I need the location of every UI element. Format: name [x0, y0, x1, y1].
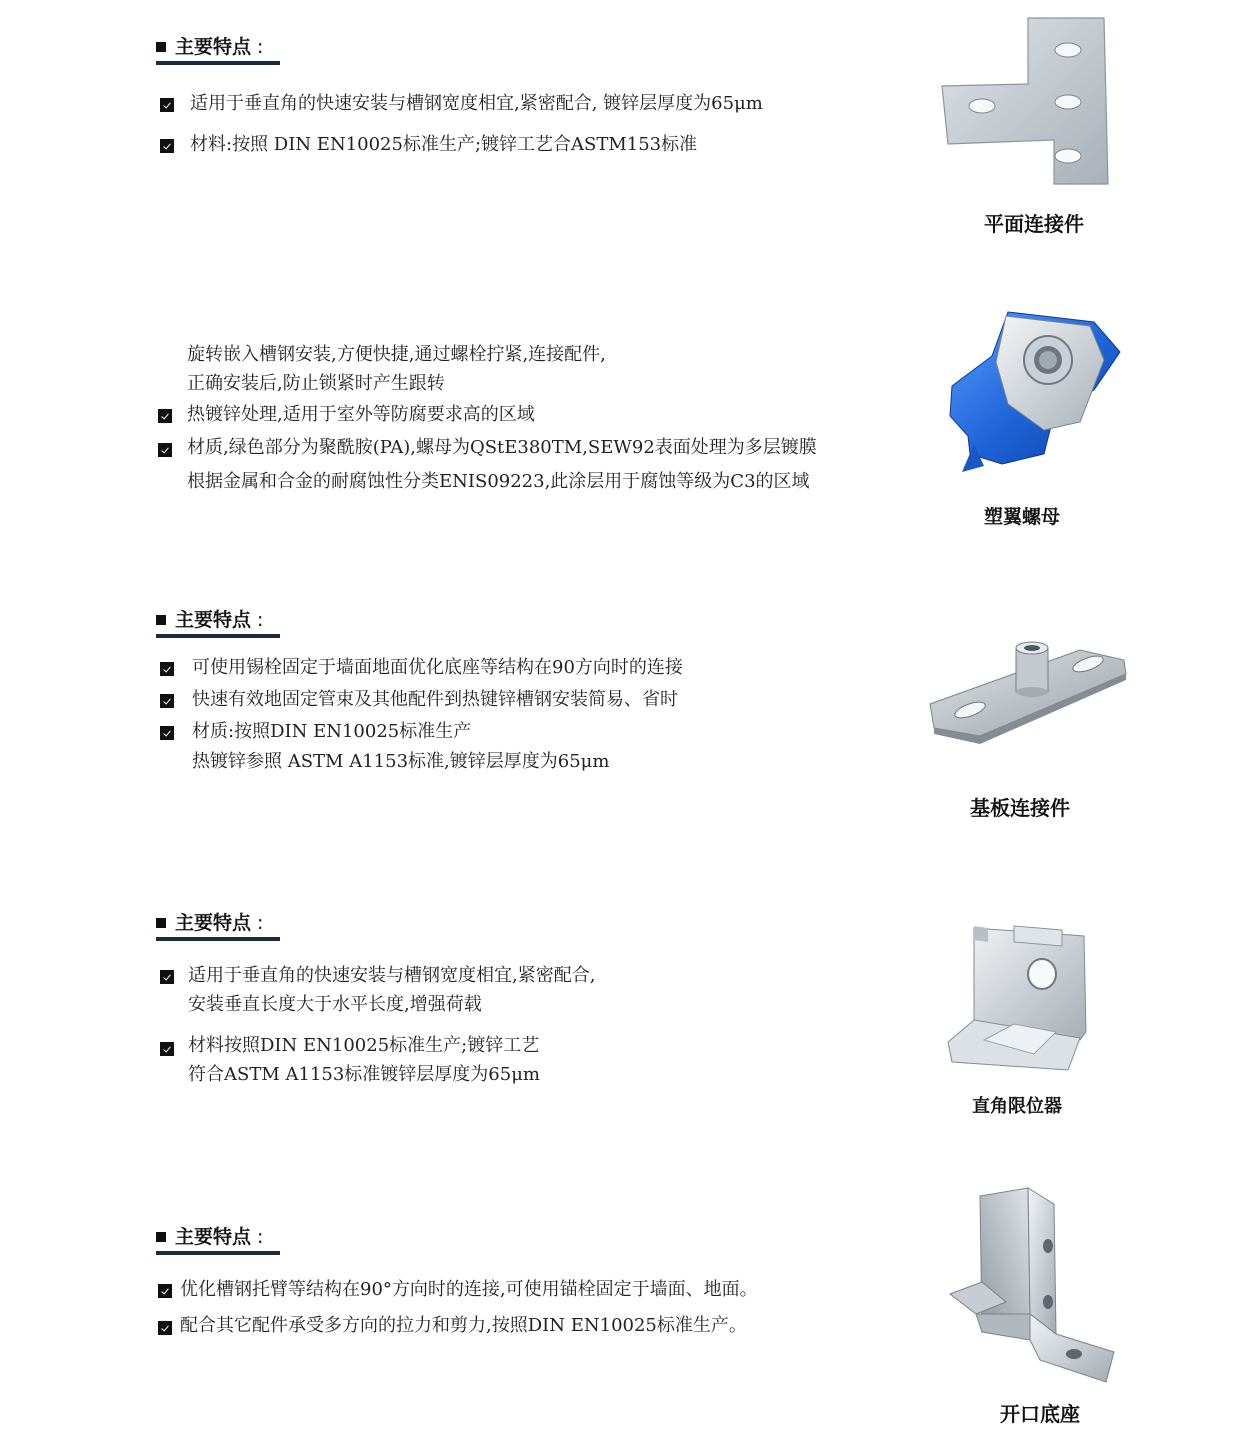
- heading-label: 主要特点: [175, 1226, 252, 1248]
- section-heading: [156, 607, 263, 639]
- heading-underline: [156, 1251, 280, 1255]
- checkbox-icon: [158, 1284, 172, 1298]
- feature-line: 材质,绿色部分为聚酰胺(PA),螺母为QStE380TM,SEW92表面处理为多层镀膜: [187, 437, 817, 458]
- feature-line: 优化槽钢托臂等结构在90°方向时的连接,可使用锚栓固定于墙面、地面。: [180, 1279, 758, 1300]
- checkbox-icon: [158, 409, 172, 423]
- base-plate-connector-icon: [920, 634, 1132, 754]
- heading-label: 主要特点: [175, 912, 252, 934]
- t-plate-connector-icon: [936, 14, 1112, 188]
- section-heading: [156, 1224, 263, 1256]
- section-heading: [156, 34, 263, 66]
- feature-line: 热镀锌参照 ASTM A1153标准,镀锌层厚度为65μm: [192, 751, 610, 772]
- feature-line: 正确安装后,防止锁紧时产生跟转: [187, 373, 445, 394]
- feature-line: 旋转嵌入槽钢安装,方便快捷,通过螺栓拧紧,连接配件,: [187, 344, 606, 365]
- heading-colon: :: [257, 912, 264, 934]
- checkbox-icon: [160, 694, 174, 708]
- heading-colon: :: [257, 36, 264, 58]
- feature-line: 配合其它配件承受多方向的拉力和剪力,按照DIN EN10025标准生产。: [180, 1315, 747, 1336]
- heading-label: 主要特点: [175, 609, 252, 631]
- checkbox-icon: [160, 970, 174, 984]
- square-bullet-icon: [156, 615, 166, 625]
- feature-line: 材料按照DIN EN10025标准生产;镀锌工艺: [188, 1035, 540, 1056]
- checkbox-icon: [160, 662, 174, 676]
- heading-underline: [156, 61, 280, 65]
- section-heading: [156, 910, 263, 942]
- product-caption: 开口底座: [1000, 1402, 1080, 1426]
- product-caption: 直角限位器: [972, 1096, 1062, 1117]
- wing-nut-icon: [944, 304, 1124, 474]
- checkbox-icon: [160, 726, 174, 740]
- feature-line: 材质:按照DIN EN10025标准生产: [192, 721, 472, 742]
- feature-line: 材料:按照 DIN EN10025标准生产;镀锌工艺合ASTM153标准: [190, 134, 698, 155]
- feature-line: 适用于垂直角的快速安装与槽钢宽度相宜,紧密配合, 镀锌层厚度为65μm: [190, 93, 763, 114]
- right-angle-stop-icon: [944, 922, 1092, 1076]
- heading-colon: :: [257, 609, 264, 631]
- heading-underline: [156, 937, 280, 941]
- heading-colon: :: [257, 1226, 264, 1248]
- feature-line: 根据金属和合金的耐腐蚀性分类ENIS09223,此涂层用于腐蚀等级为C3的区域: [187, 471, 810, 492]
- open-base-bracket-icon: [946, 1184, 1116, 1390]
- checkbox-icon: [160, 1042, 174, 1056]
- square-bullet-icon: [156, 918, 166, 928]
- square-bullet-icon: [156, 42, 166, 52]
- square-bullet-icon: [156, 1232, 166, 1242]
- heading-label: 主要特点: [175, 36, 252, 58]
- feature-line: 热镀锌处理,适用于室外等防腐要求高的区域: [187, 404, 535, 425]
- product-caption: 基板连接件: [970, 796, 1070, 820]
- heading-underline: [156, 634, 280, 638]
- feature-line: 安装垂直长度大于水平长度,增强荷载: [188, 994, 482, 1015]
- feature-line: 符合ASTM A1153标准镀锌层厚度为65μm: [188, 1064, 540, 1085]
- feature-line: 可使用锡栓固定于墙面地面优化底座等结构在90方向时的连接: [192, 657, 683, 678]
- checkbox-icon: [158, 1321, 172, 1335]
- feature-line: 适用于垂直角的快速安装与槽钢宽度相宜,紧密配合,: [188, 965, 596, 986]
- product-caption: 平面连接件: [984, 212, 1084, 236]
- feature-line: 快速有效地固定管束及其他配件到热键锌槽钢安装简易、省时: [192, 689, 678, 710]
- product-caption: 塑翼螺母: [984, 506, 1061, 528]
- checkbox-icon: [160, 139, 174, 153]
- checkbox-icon: [158, 443, 172, 457]
- checkbox-icon: [160, 98, 174, 112]
